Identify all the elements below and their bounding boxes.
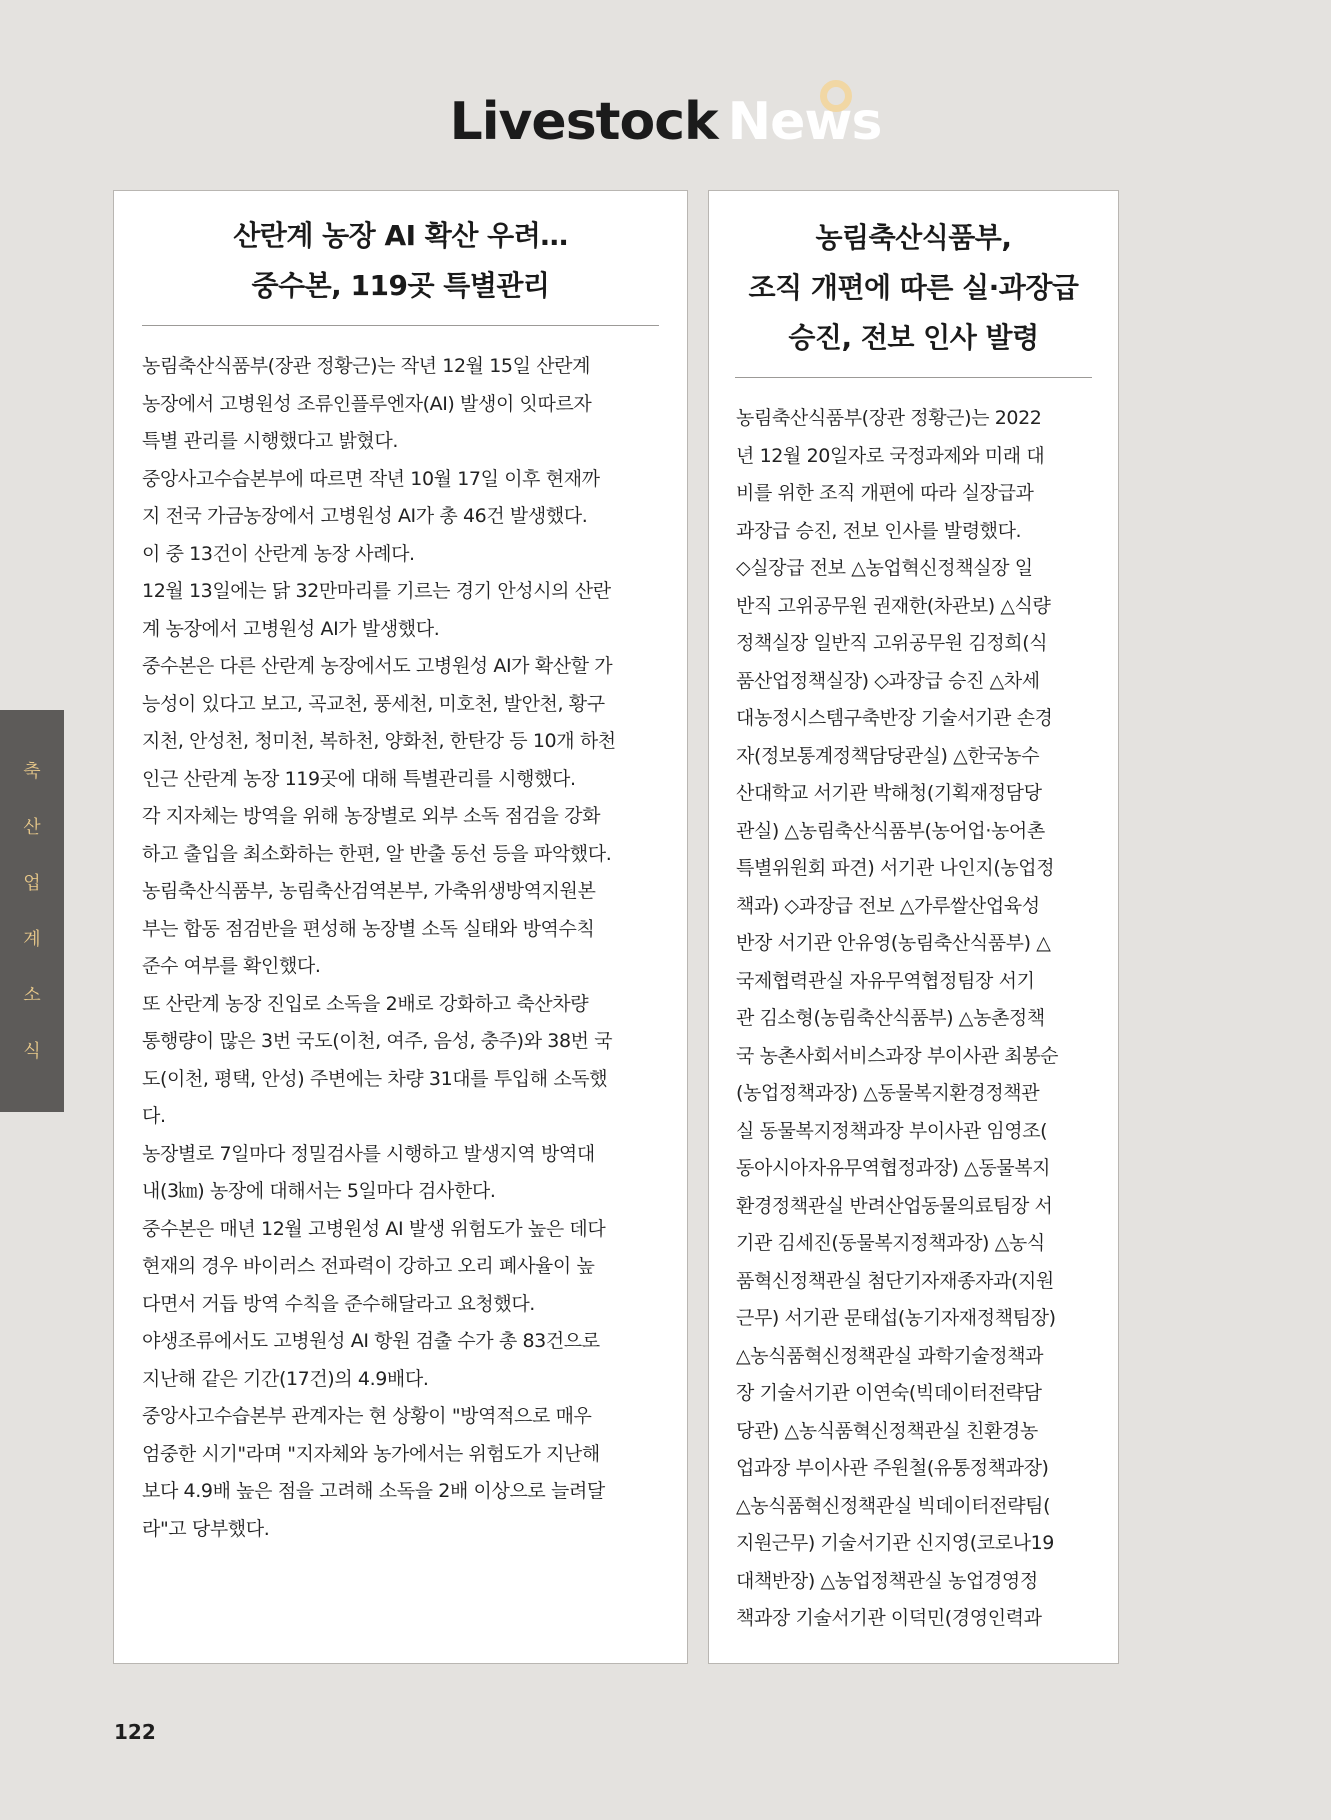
article-left-body [142, 348, 659, 1548]
body-line: 다. [142, 1105, 166, 1127]
body-line: 인근 산란계 농장 119곳에 대해 특별관리를 시행했다. [142, 767, 576, 790]
body-line: 자(정보통계정책담당관실) △한국농수 [736, 744, 1040, 767]
body-line: 지원근무) 기술서기관 신지영(코로나19 [736, 1532, 1054, 1554]
body-line: 야생조류에서도 고병원성 AI 항원 검출 수가 총 83건으로 [142, 1330, 600, 1352]
body-line: 동아시아자유무역협정과장) △동물복지 [736, 1157, 1051, 1179]
body-line: 내(3㎞) 농장에 대해서는 5일마다 검사한다. [142, 1180, 496, 1202]
side-tab-char: 식 [23, 1041, 41, 1062]
page-number: 122 [114, 1720, 156, 1744]
body-line: 지천, 안성천, 청미천, 복하천, 양화천, 한탄강 등 10개 하천 [142, 730, 616, 752]
body-line: △농식품혁신정책관실 과학기술정책과 [736, 1344, 1044, 1367]
body-line: 품산업정책실장) ◇과장급 승진 △차세 [736, 669, 1040, 692]
body-line: 특별 관리를 시행했다고 밝혔다. [142, 430, 398, 452]
body-line: 당관) △농식품혁신정책관실 친환경농 [736, 1419, 1038, 1442]
article-left-headline [142, 211, 659, 311]
body-line: 근무) 서기관 문태섭(농기자재정책팀장) [736, 1307, 1056, 1329]
headline-line: 승진, 전보 인사 발령 [788, 321, 1039, 354]
body-line: (농업정책과장) △동물복지환경정책관 [736, 1082, 1040, 1104]
body-line: 과장급 승진, 전보 인사를 발령했다. [736, 519, 1022, 542]
headline-line: 농림축산식품부, [815, 221, 1012, 254]
body-line: 능성이 있다고 보고, 곡교천, 풍세천, 미호천, 발안천, 황구 [142, 692, 605, 715]
body-line: 비를 위한 조직 개편에 따라 실장급과 [736, 482, 1034, 504]
body-line: 환경정책관실 반려산업동물의료팀장 서 [736, 1194, 1053, 1217]
side-tab-char: 소 [23, 985, 41, 1006]
body-line: 농장에서 고병원성 조류인플루엔자(AI) 발생이 잇따르자 [142, 392, 592, 415]
body-line: 품혁신정책관실 첨단기자재종자과(지원 [736, 1269, 1054, 1292]
body-line: 중앙사고수습본부 관계자는 현 상황이 "방역적으로 매우 [142, 1405, 592, 1427]
body-line: 반장 서기관 안유영(농림축산식품부) △ [736, 932, 1051, 954]
body-line: 통행량이 많은 3번 국도(이천, 여주, 음성, 충주)와 38번 국 [142, 1030, 613, 1052]
side-tab-char: 업 [23, 873, 41, 894]
body-line: △농식품혁신정책관실 빅데이터전략팀( [736, 1494, 1051, 1517]
body-line: 국 농촌사회서비스과장 부이사관 최봉순 [736, 1044, 1059, 1067]
body-line: 실 동물복지정책과장 부이사관 임영조( [736, 1119, 1048, 1142]
body-line: 농림축산식품부(장관 정황근)는 작년 12월 15일 산란계 [142, 355, 591, 377]
body-line: 책과) ◇과장급 전보 △가루쌀산업육성 [736, 894, 1040, 917]
body-line: 농림축산식품부, 농림축산검역본부, 가축위생방역지원본 [142, 880, 596, 902]
side-tab-char: 산 [23, 817, 41, 838]
body-line: 산대학교 서기관 박해청(기획재정담당 [736, 782, 1042, 804]
body-line: 특별위원회 파견) 서기관 나인지(농업정 [736, 857, 1055, 879]
body-line: 엄중한 시기"라며 "지자체와 농가에서는 위험도가 지난해 [142, 1442, 600, 1465]
body-line: 또 산란계 농장 진입로 소독을 2배로 강화하고 축산차량 [142, 992, 589, 1015]
body-line: 도(이천, 평택, 안성) 주변에는 차량 31대를 투입해 소독했 [142, 1067, 608, 1090]
article-left [113, 190, 688, 1664]
body-line: 중수본은 매년 12월 고병원성 AI 발생 위험도가 높은 데다 [142, 1217, 606, 1240]
body-line: 라"고 당부했다. [142, 1517, 270, 1540]
article-right-body [736, 400, 1091, 1638]
article-right-headline [735, 213, 1092, 363]
headline-line: 조직 개편에 따른 실·과장급 [748, 271, 1079, 304]
side-tab-char: 축 [23, 761, 41, 782]
body-line: 농림축산식품부(장관 정황근)는 2022 [736, 407, 1042, 429]
body-line: 대농정시스템구축반장 기술서기관 손경 [736, 707, 1053, 729]
article-right [708, 190, 1119, 1664]
body-line: 보다 4.9배 높은 점을 고려해 소독을 2배 이상으로 늘려달 [142, 1480, 605, 1502]
body-line: 년 12월 20일자로 국정과제와 미래 대 [736, 444, 1045, 467]
body-line: 반직 고위공무원 권재한(차관보) △식량 [736, 594, 1051, 617]
body-line: 농장별로 7일마다 정밀검사를 시행하고 발생지역 방역대 [142, 1142, 595, 1165]
body-line: 정책실장 일반직 고위공무원 김정희(식 [736, 632, 1048, 654]
body-line: 각 지자체는 방역을 위해 농장별로 외부 소독 점검을 강화 [142, 805, 601, 827]
masthead-word-livestock: Livestock [449, 92, 718, 152]
masthead-word-news: News [727, 92, 882, 152]
section-side-tab-label [0, 760, 64, 1096]
body-line: 이 중 13건이 산란계 농장 사례다. [142, 542, 415, 565]
body-line: 관실) △농림축산식품부(농어업·농어촌 [736, 819, 1045, 842]
body-line: 관 김소형(농림축산식품부) △농촌정책 [736, 1007, 1045, 1029]
body-line: 하고 출입을 최소화하는 한편, 알 반출 동선 등을 파악했다. [142, 842, 612, 865]
body-line: 12월 13일에는 닭 32만마리를 기르는 경기 안성시의 산란 [142, 580, 611, 602]
body-line: 다면서 거듭 방역 수칙을 준수해달라고 요청했다. [142, 1292, 535, 1315]
body-line: 기관 김세진(동물복지정책과장) △농식 [736, 1232, 1045, 1254]
decorative-ring-icon [820, 80, 852, 112]
body-line: 업과장 부이사관 주원철(유통정책과장) [736, 1457, 1049, 1479]
body-line: 부는 합동 점검반을 편성해 농장별 소독 실태와 방역수칙 [142, 917, 595, 940]
body-line: 준수 여부를 확인했다. [142, 955, 321, 977]
side-tab-char: 계 [23, 929, 41, 950]
body-line: 중수본은 다른 산란계 농장에서도 고병원성 AI가 확산할 가 [142, 655, 613, 677]
masthead-title [0, 92, 1331, 152]
body-line: 현재의 경우 바이러스 전파력이 강하고 오리 폐사율이 높 [142, 1255, 595, 1277]
headline-line: 산란계 농장 AI 확산 우려… [233, 219, 568, 252]
headline-line: 중수본, 119곳 특별관리 [251, 269, 550, 302]
body-line: 책과장 기술서기관 이덕민(경영인력과 [736, 1607, 1042, 1629]
section-side-tab [0, 710, 64, 1112]
body-line: 국제협력관실 자유무역협정팀장 서기 [736, 969, 1035, 992]
body-line: 계 농장에서 고병원성 AI가 발생했다. [142, 617, 440, 640]
body-line: 장 기술서기관 이연숙(빅데이터전략담 [736, 1382, 1042, 1404]
body-line: 지 전국 가금농장에서 고병원성 AI가 총 46건 발생했다. [142, 505, 588, 527]
body-line: 대책반장) △농업정책관실 농업경영정 [736, 1569, 1038, 1592]
article-right-divider [735, 377, 1092, 378]
body-line: 중앙사고수습본부에 따르면 작년 10월 17일 이후 현재까 [142, 467, 600, 490]
article-left-divider [142, 325, 659, 326]
body-line: 지난해 같은 기간(17건)의 4.9배다. [142, 1367, 429, 1390]
body-line: ◇실장급 전보 △농업혁신정책실장 일 [736, 557, 1033, 579]
